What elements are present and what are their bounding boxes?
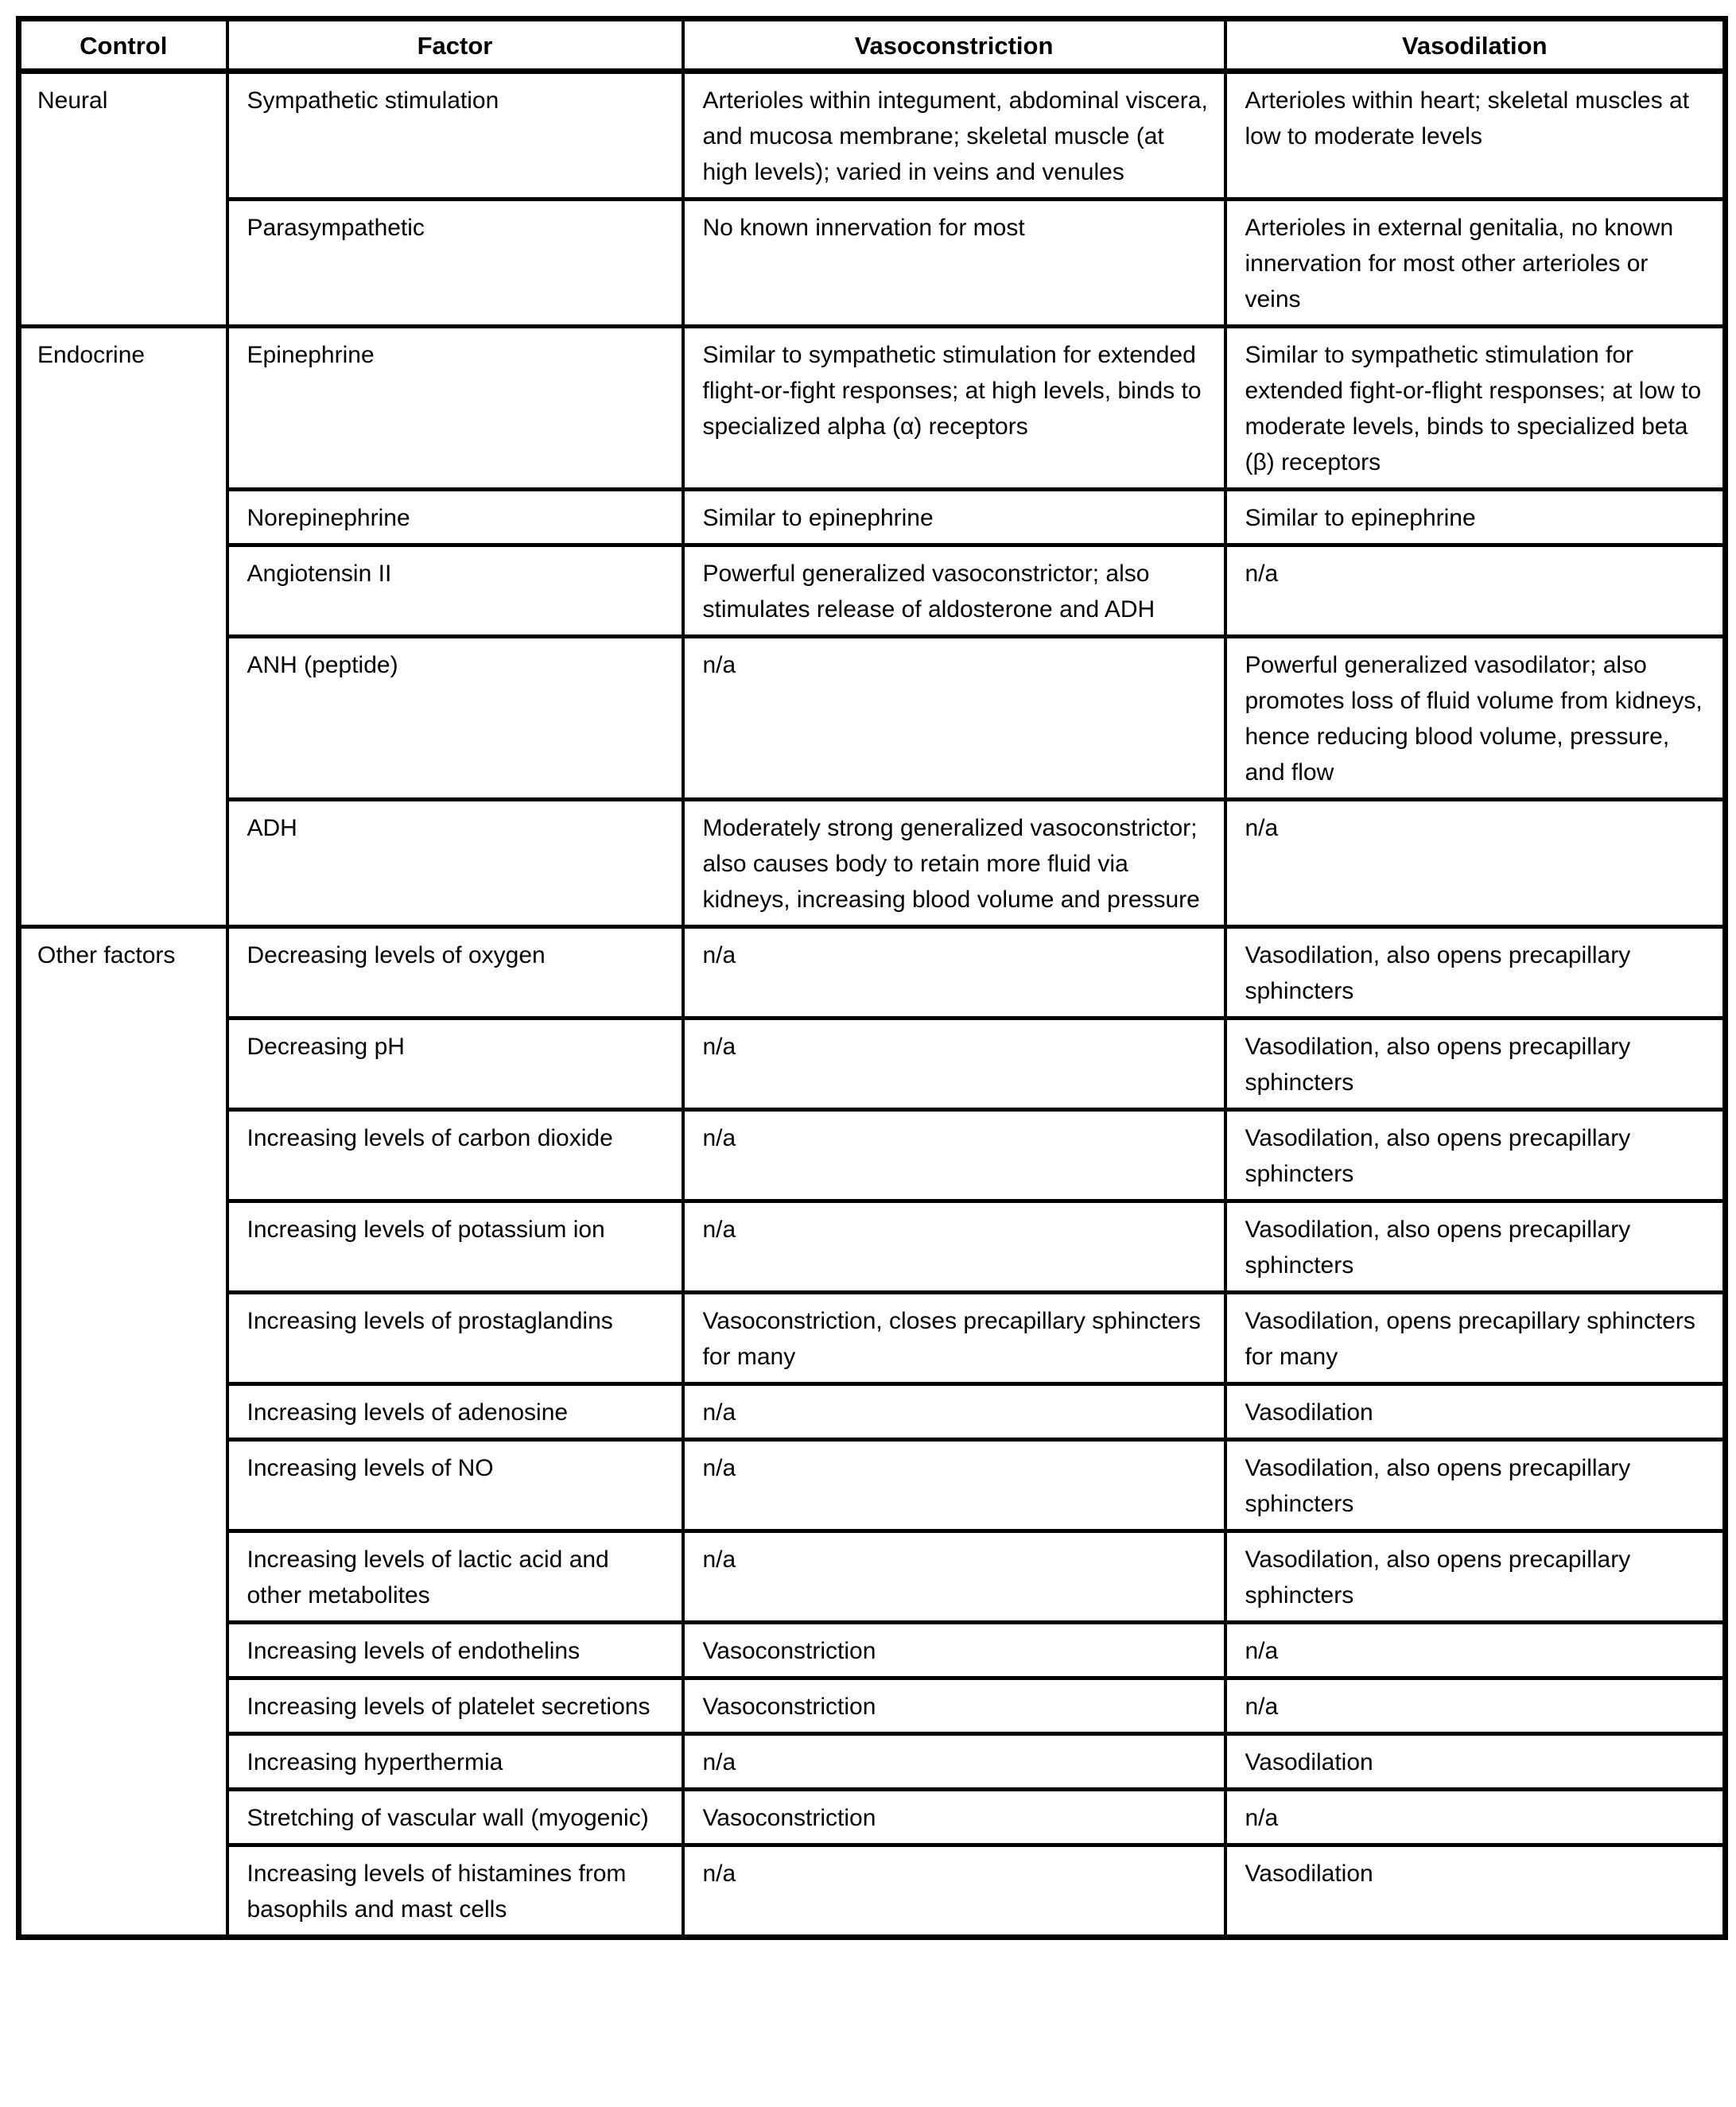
cell-factor: Decreasing levels of oxygen	[227, 927, 683, 1019]
cell-vasoconstriction: Powerful generalized vasoconstrictor; also stimulates release of aldosterone and ADH	[683, 545, 1225, 637]
cell-vasodilation: n/a	[1225, 1678, 1726, 1734]
cell-vasoconstriction: n/a	[683, 1110, 1225, 1201]
table-row	[19, 1110, 1726, 1201]
cell-factor: Increasing levels of lactic acid and other metabolites	[227, 1531, 683, 1623]
cell-control-group: Neural	[19, 72, 227, 327]
cell-vasoconstriction: n/a	[683, 637, 1225, 800]
cell-vasoconstriction: n/a	[683, 1734, 1225, 1790]
table-row	[19, 1678, 1726, 1734]
cell-vasodilation: Vasodilation, also opens precapillary sphincters	[1225, 1110, 1726, 1201]
cell-vasoconstriction: n/a	[683, 1201, 1225, 1293]
table-row	[19, 637, 1726, 800]
table-row	[19, 1845, 1726, 1938]
vascular-homeostasis-table	[16, 16, 1728, 1940]
cell-vasodilation: Vasodilation, also opens precapillary sphincters	[1225, 1201, 1726, 1293]
cell-factor: Increasing hyperthermia	[227, 1734, 683, 1790]
cell-vasodilation: Vasodilation, also opens precapillary sphincters	[1225, 927, 1726, 1019]
table-row	[19, 800, 1726, 927]
cell-factor: Increasing levels of platelet secretions	[227, 1678, 683, 1734]
table-row	[19, 1019, 1726, 1110]
cell-factor: Stretching of vascular wall (myogenic)	[227, 1790, 683, 1845]
cell-vasoconstriction: n/a	[683, 1531, 1225, 1623]
cell-vasoconstriction: Similar to epinephrine	[683, 490, 1225, 545]
cell-vasoconstriction: n/a	[683, 1440, 1225, 1531]
cell-factor: Increasing levels of prostaglandins	[227, 1293, 683, 1384]
cell-vasoconstriction: Vasoconstriction	[683, 1790, 1225, 1845]
table-row	[19, 327, 1726, 490]
cell-vasoconstriction: Arterioles within integument, abdominal viscera, and mucosa membrane; skeletal muscle (at high levels); varied in veins and venules	[683, 72, 1225, 200]
cell-vasoconstriction: Vasoconstriction	[683, 1623, 1225, 1678]
table-row	[19, 1384, 1726, 1440]
column-header-vasoconstriction: Vasoconstriction	[683, 19, 1225, 72]
table-row	[19, 200, 1726, 327]
table-body	[19, 72, 1726, 1938]
table-row	[19, 72, 1726, 200]
cell-factor: ANH (peptide)	[227, 637, 683, 800]
cell-factor: Decreasing pH	[227, 1019, 683, 1110]
table-row	[19, 490, 1726, 545]
cell-vasoconstriction: n/a	[683, 927, 1225, 1019]
cell-factor: Increasing levels of histamines from basophils and mast cells	[227, 1845, 683, 1938]
table-row	[19, 1623, 1726, 1678]
cell-vasoconstriction: Moderately strong generalized vasoconstrictor; also causes body to retain more fluid via kidneys, increasing blood volume and pressure	[683, 800, 1225, 927]
column-header-control: Control	[19, 19, 227, 72]
cell-vasoconstriction: n/a	[683, 1845, 1225, 1938]
cell-factor: ADH	[227, 800, 683, 927]
cell-vasodilation: n/a	[1225, 1790, 1726, 1845]
cell-vasoconstriction: Vasoconstriction	[683, 1678, 1225, 1734]
cell-vasoconstriction: n/a	[683, 1384, 1225, 1440]
table-row	[19, 1531, 1726, 1623]
cell-factor: Angiotensin II	[227, 545, 683, 637]
table-row	[19, 1790, 1726, 1845]
cell-vasoconstriction: Similar to sympathetic stimulation for extended flight-or-fight responses; at high levels, binds to specialized alpha (α) receptors	[683, 327, 1225, 490]
cell-factor: Sympathetic stimulation	[227, 72, 683, 200]
cell-vasodilation: Vasodilation	[1225, 1384, 1726, 1440]
cell-vasodilation: Vasodilation, also opens precapillary sphincters	[1225, 1531, 1726, 1623]
table-row	[19, 1440, 1726, 1531]
cell-factor: Increasing levels of carbon dioxide	[227, 1110, 683, 1201]
cell-vasoconstriction: n/a	[683, 1019, 1225, 1110]
cell-factor: Epinephrine	[227, 327, 683, 490]
cell-vasodilation: Vasodilation	[1225, 1734, 1726, 1790]
cell-control-group: Endocrine	[19, 327, 227, 927]
cell-vasodilation: Vasodilation, opens precapillary sphincters for many	[1225, 1293, 1726, 1384]
cell-vasodilation: Similar to epinephrine	[1225, 490, 1726, 545]
cell-vasodilation: Vasodilation, also opens precapillary sphincters	[1225, 1019, 1726, 1110]
table-row	[19, 1293, 1726, 1384]
cell-vasodilation: Vasodilation	[1225, 1845, 1726, 1938]
table-row	[19, 545, 1726, 637]
column-header-factor: Factor	[227, 19, 683, 72]
table-row	[19, 927, 1726, 1019]
cell-factor: Increasing levels of NO	[227, 1440, 683, 1531]
cell-factor: Increasing levels of endothelins	[227, 1623, 683, 1678]
cell-vasoconstriction: No known innervation for most	[683, 200, 1225, 327]
cell-vasodilation: Powerful generalized vasodilator; also promotes loss of fluid volume from kidneys, hence reducing blood volume, pressure, and flow	[1225, 637, 1726, 800]
cell-vasodilation: Arterioles in external genitalia, no known innervation for most other arterioles or veins	[1225, 200, 1726, 327]
cell-factor: Increasing levels of adenosine	[227, 1384, 683, 1440]
cell-control-group: Other factors	[19, 927, 227, 1938]
cell-vasodilation: n/a	[1225, 1623, 1726, 1678]
cell-factor: Norepinephrine	[227, 490, 683, 545]
column-header-vasodilation: Vasodilation	[1225, 19, 1726, 72]
cell-vasodilation: Vasodilation, also opens precapillary sphincters	[1225, 1440, 1726, 1531]
table-header-row	[19, 19, 1726, 72]
cell-vasodilation: Arterioles within heart; skeletal muscles at low to moderate levels	[1225, 72, 1726, 200]
cell-vasodilation: Similar to sympathetic stimulation for extended fight-or-flight responses; at low to moderate levels, binds to specialized beta (β) receptors	[1225, 327, 1726, 490]
cell-factor: Parasympathetic	[227, 200, 683, 327]
table-row	[19, 1201, 1726, 1293]
cell-vasodilation: n/a	[1225, 545, 1726, 637]
cell-vasodilation: n/a	[1225, 800, 1726, 927]
cell-factor: Increasing levels of potassium ion	[227, 1201, 683, 1293]
table-row	[19, 1734, 1726, 1790]
cell-vasoconstriction: Vasoconstriction, closes precapillary sphincters for many	[683, 1293, 1225, 1384]
